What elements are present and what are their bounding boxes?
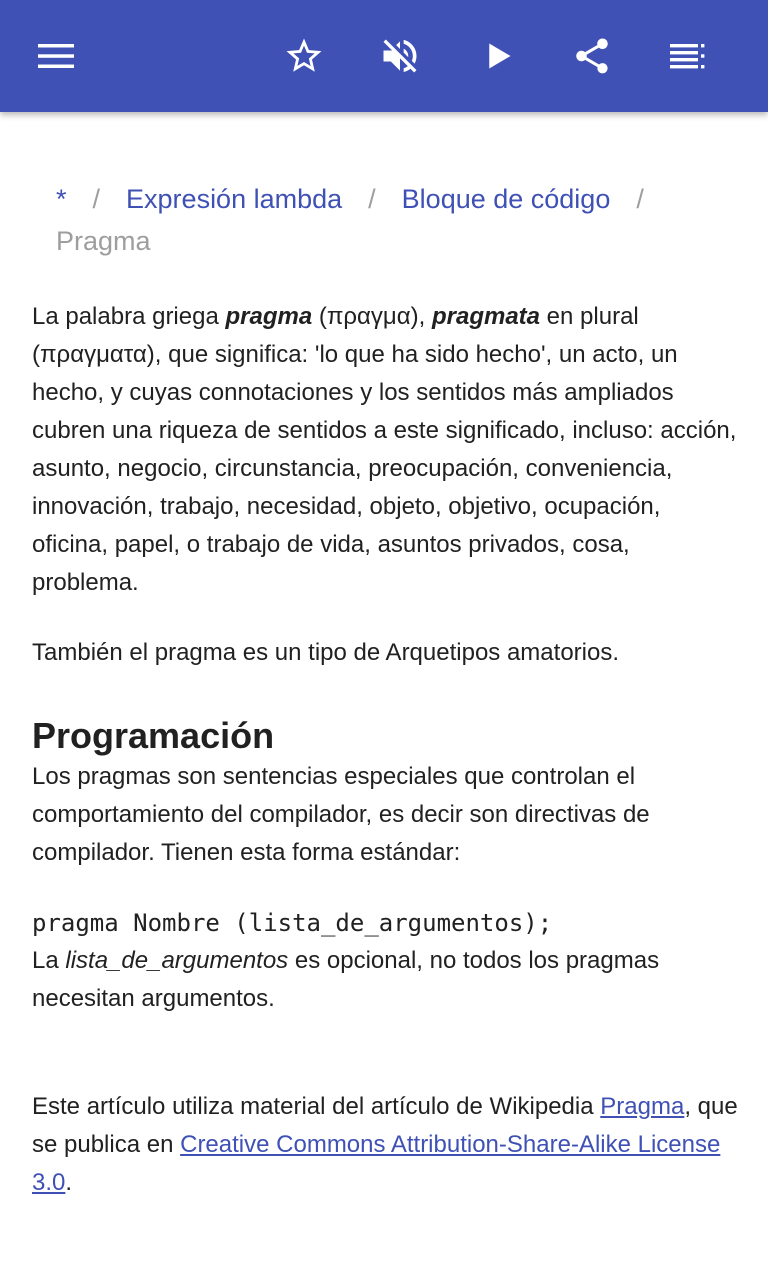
breadcrumb-separator: / xyxy=(636,184,644,214)
volume-off-icon xyxy=(378,34,422,78)
arguments-paragraph xyxy=(32,942,742,1018)
arguments-text-2: es opcional, no todos los pragmas necesitan argumentos. xyxy=(32,947,660,1012)
section-heading-programacion: Programación xyxy=(32,715,275,756)
article-view[interactable] xyxy=(0,112,768,1280)
play-button[interactable] xyxy=(466,24,530,88)
intro-text-2: (πραγμα), xyxy=(312,303,432,330)
attribution-text-3: . xyxy=(65,1169,73,1196)
intro-text-1: La palabra griega xyxy=(32,303,226,330)
play-icon xyxy=(483,41,513,71)
breadcrumb-item-bloque-de-codigo[interactable]: Bloque de código xyxy=(401,184,611,214)
share-icon xyxy=(571,35,613,77)
menu-icon xyxy=(36,42,76,70)
article-body xyxy=(32,298,742,1202)
breadcrumb-item-expresion-lambda[interactable]: Expresión lambda xyxy=(126,184,343,214)
intro-text-3: en plural (πραγματα), que significa: 'lo que ha sido hecho', un acto, un hecho, y cuyas connotaciones y los sentidos más ampliados cubren una riqueza de sentidos a este significado, incluso: acción, asunto, negocio, circunstancia, preocupación, conveniencia, innovación, trabajo, necesidad, objeto, objetivo, ocupación, oficina, papel, o trabajo de vida, asuntos privados, cosa, problema. xyxy=(32,303,737,596)
bookmark-button[interactable] xyxy=(272,24,336,88)
toc-list-icon xyxy=(668,42,708,70)
programming-paragraph: Los pragmas son sentencias especiales que controlan el comportamiento del compilador, es decir son directivas de compilador. Tienen esta forma estándar: xyxy=(32,763,650,866)
mute-button[interactable] xyxy=(368,24,432,88)
breadcrumb-separator: / xyxy=(92,184,101,214)
app-toolbar xyxy=(0,0,768,112)
contents-button[interactable] xyxy=(656,24,720,88)
attribution-text-2: , que se publica en xyxy=(32,1093,738,1158)
menu-button[interactable] xyxy=(24,24,88,88)
breadcrumb xyxy=(56,178,716,262)
breadcrumb-home[interactable]: * xyxy=(56,184,67,214)
attribution-text-1: Este artículo utiliza material del artículo de Wikipedia xyxy=(32,1093,601,1120)
star-outline-icon xyxy=(283,35,325,77)
share-button[interactable] xyxy=(560,24,624,88)
archetype-paragraph: También el pragma es un tipo de Arquetipos amatorios. xyxy=(32,639,620,666)
intro-paragraph xyxy=(32,298,742,602)
term-lista-de-argumentos: lista_de_argumentos xyxy=(65,947,289,974)
license-link[interactable]: Creative Commons Attribution-Share-Alike License 3.0 xyxy=(32,1131,721,1196)
wikipedia-source-link[interactable]: Pragma xyxy=(600,1093,685,1120)
arguments-text-1: La xyxy=(32,947,66,974)
code-sample: pragma Nombre (lista_de_argumentos); xyxy=(32,909,553,937)
breadcrumb-separator: / xyxy=(368,184,376,214)
attribution-paragraph xyxy=(32,1088,742,1202)
term-pragma: pragma xyxy=(225,303,313,330)
term-pragmata: pragmata xyxy=(431,303,541,330)
breadcrumb-current: Pragma xyxy=(56,226,151,256)
